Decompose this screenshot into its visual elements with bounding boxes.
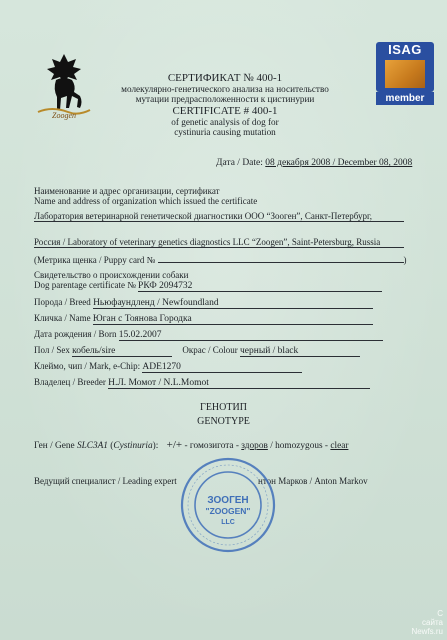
certificate-header	[80, 72, 370, 137]
gene-disease: Cystinuria	[113, 441, 153, 451]
name-row	[34, 313, 373, 325]
specialist-label: Ведущий специалист / Leading expert	[34, 476, 177, 486]
colour-value: черный / black	[240, 346, 360, 357]
isag-title: ISAG	[388, 42, 422, 57]
puppy-card-close: )	[403, 255, 407, 265]
header-title-en: CERTIFICATE # 400-1	[172, 104, 278, 117]
stamp-llc: LLC	[221, 519, 235, 526]
site-watermark	[411, 609, 443, 636]
date-value: 08 декабря 2008 / December 08, 2008	[265, 158, 413, 168]
mark-value: ADE1270	[142, 362, 302, 373]
org-value-2	[34, 237, 404, 248]
org-value-1	[34, 211, 404, 222]
date-row	[216, 158, 412, 168]
name-value: Юган с Тоянова Городка	[93, 314, 373, 325]
born-row	[34, 329, 383, 341]
breed-row	[34, 297, 373, 309]
svg-text:Zoogen: Zoogen	[52, 111, 76, 120]
parentage-value: РКФ 2094732	[138, 281, 382, 292]
born-value: 15.02.2007	[119, 330, 383, 341]
org-value-line1: Лаборатория ветеринарной генетической диагностики ООО “Зооген”, Санкт-Петербург,	[34, 211, 404, 222]
breeder-label: Владелец / Breeder	[34, 377, 106, 387]
watermark-line1: С	[437, 609, 443, 618]
parentage-label-ru: Свидетельство о происхождении собаки	[34, 270, 189, 280]
genotype-title-ru: ГЕНОТИП	[200, 402, 247, 413]
gene-label-prefix: Ген / Gene	[34, 441, 75, 451]
puppy-card-value	[158, 262, 404, 263]
watermark-line3: Newfs.ru	[411, 627, 443, 636]
isag-emblem-icon	[385, 60, 425, 88]
org-label-en: Name and address of organization which issued the certificate	[34, 196, 258, 206]
parentage-label-en: Dog parentage certificate №	[34, 280, 136, 290]
genotype-title-en: GENOTYPE	[197, 416, 250, 427]
sex-label: Пол / Sex	[34, 345, 70, 355]
sex-value: кобель/sire	[72, 346, 172, 357]
stamp-center-en: "ZOOGEN"	[205, 506, 251, 516]
born-label: Дата рождения / Born	[34, 329, 117, 339]
watermark-line2: сайта	[422, 618, 443, 627]
parentage-row	[34, 280, 382, 292]
breeder-value: Н.Л. Момот / N.L.Momot	[108, 378, 370, 389]
gene-row	[34, 440, 348, 451]
mark-label: Клеймо, чип / Mark, e-Chip:	[34, 361, 141, 371]
gene-paren: (Cystinuria):	[110, 441, 159, 451]
mark-row	[34, 361, 302, 373]
colour-label: Окрас / Colour	[182, 345, 238, 355]
header-title-ru: СЕРТИФИКАТ № 400-1	[167, 72, 283, 84]
gene-name: SLC3A1	[76, 441, 108, 451]
puppy-card-row	[34, 255, 407, 265]
gene-result: +/+	[166, 439, 183, 451]
gene-en-word: clear	[330, 441, 349, 451]
puppy-card-label: (Метрика щенка / Puppy card №	[34, 255, 156, 265]
org-label-ru: Наименование и адрес организации, сертификат	[34, 186, 220, 196]
isag-member-label: member	[376, 92, 434, 105]
sex-colour-row	[34, 345, 360, 357]
isag-member-badge	[376, 42, 434, 106]
zoogen-stamp-icon	[178, 455, 278, 555]
org-value-line2: Россия / Laboratory of veterinary genetics diagnostics LLC “Zoogen”, Saint-Petersburg, Russia	[34, 237, 404, 248]
header-line3: мутации предрасположенности к цистинурии	[135, 94, 315, 105]
date-label: Дата / Date:	[216, 158, 263, 168]
gene-ru-word: здоров	[241, 441, 268, 451]
name-label: Кличка / Name	[34, 313, 91, 323]
stamp-center-ru: ЗООГЕН	[207, 495, 249, 506]
header-line2: молекулярно-генетического анализа на носительство	[121, 84, 329, 94]
breed-value: Ньюфаундленд / Newfoundland	[93, 298, 373, 309]
breeder-row	[34, 377, 370, 389]
specialist-name: нтон Марков / Anton Markov	[258, 476, 368, 486]
gene-mid: / homozygous -	[270, 441, 329, 451]
header-line6: cystinuria causing mutation	[174, 126, 276, 137]
gene-desc-prefix: - гомозигота -	[184, 441, 239, 451]
breed-label: Порода / Breed	[34, 297, 91, 307]
header-line5: of genetic analysis of dog for	[171, 116, 279, 127]
